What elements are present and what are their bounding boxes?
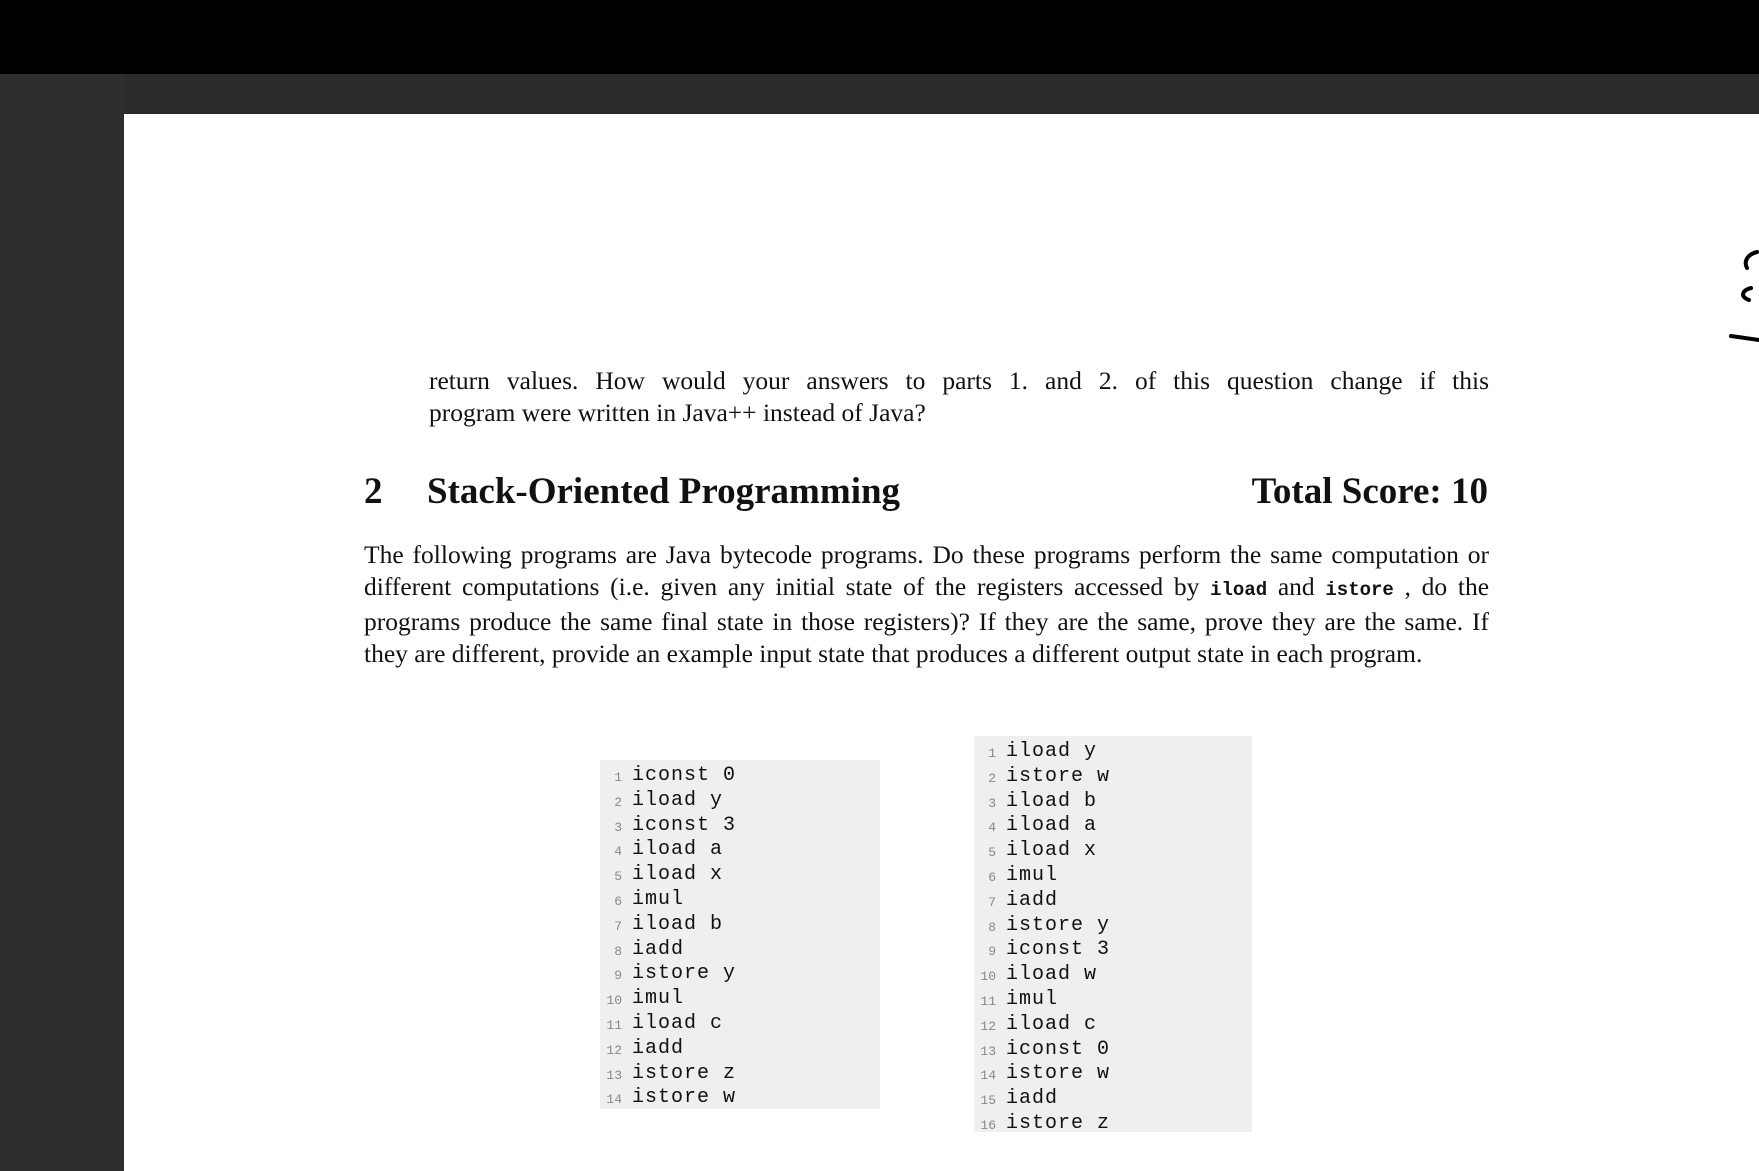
code-line: [600, 888, 870, 913]
line-number: 11: [980, 994, 996, 1009]
code-text: iload y: [632, 788, 724, 812]
code-text: iload y: [1006, 740, 1098, 763]
code-line: [600, 962, 870, 987]
code-text: iload x: [1006, 839, 1098, 863]
code-line: [974, 1112, 1244, 1137]
section-title: Stack-Oriented Programming: [427, 471, 901, 512]
code-line: [974, 1038, 1244, 1063]
code-line: [600, 938, 870, 963]
question-text-2: and: [1277, 572, 1315, 601]
line-number: 4: [614, 844, 622, 860]
code-line: [974, 938, 1244, 963]
total-score: Total Score: 10: [1251, 471, 1488, 512]
code-line: [974, 1062, 1244, 1087]
code-text: iload b: [632, 912, 724, 936]
code-text: iconst 3: [632, 813, 737, 837]
code-line: [600, 764, 870, 789]
line-number: 3: [988, 795, 996, 811]
viewer-top-bar: [0, 0, 1759, 74]
code-line: [600, 863, 870, 888]
line-number: 8: [988, 919, 996, 935]
code-text: iadd: [1006, 1087, 1059, 1111]
code-text: iload a: [632, 838, 724, 862]
line-number: 10: [980, 969, 996, 985]
code-line: [600, 1062, 870, 1087]
code-line: [974, 889, 1244, 914]
question-paragraph: [364, 539, 1489, 670]
code-text: iload b: [1006, 789, 1098, 813]
code-line: [974, 988, 1244, 1013]
line-number: 6: [614, 894, 622, 909]
code-line: [974, 864, 1244, 889]
question-text-1: The following programs are Java bytecode programs. Do these programs perform the same computation or different computations (i.e. given any initial state of the registers accessed by: [364, 540, 1489, 601]
line-number: 3: [614, 819, 622, 835]
code-text: iload c: [1006, 1012, 1098, 1036]
code-text: istore w: [1006, 1062, 1111, 1086]
line-number: 2: [988, 770, 996, 786]
code-line: [974, 765, 1244, 790]
code-text: imul: [632, 987, 685, 1011]
code-text: iconst 0: [632, 764, 737, 787]
code-text: iload x: [632, 863, 724, 887]
line-number: 8: [614, 943, 622, 959]
line-number: 14: [980, 1068, 996, 1084]
code-text: iadd: [1006, 888, 1059, 912]
intro-line-1: return values. How would your answers to parts 1. and 2. of this question change if this: [429, 366, 1489, 395]
line-number: 7: [614, 918, 622, 934]
code-line: [974, 963, 1244, 988]
code-text: iload c: [632, 1012, 724, 1035]
line-number: 9: [614, 968, 622, 984]
keyword-iload: iload: [1210, 579, 1268, 601]
code-line: [600, 1012, 870, 1037]
code-text: istore z: [1006, 1112, 1111, 1135]
code-line: [974, 1087, 1244, 1112]
code-line: [974, 914, 1244, 939]
line-number: 9: [988, 944, 996, 960]
code-line: [974, 740, 1244, 765]
code-text: istore w: [1006, 764, 1111, 788]
code-text: istore z: [632, 1061, 737, 1085]
code-text: iadd: [632, 937, 685, 961]
code-line: [600, 789, 870, 814]
line-number: 6: [988, 870, 996, 885]
code-text: imul: [1006, 864, 1059, 887]
question-text-3: , do the programs produce the same final state in those registers)? If they are the same, prove they are the same. If they are different, provide an example input state that produces a different output state in each program.: [364, 572, 1490, 668]
line-number: 5: [988, 845, 996, 861]
code-line: [600, 838, 870, 863]
line-number: 2: [614, 794, 622, 810]
code-text: iconst 3: [1006, 938, 1111, 962]
handwritten-mark: [1729, 244, 1759, 344]
line-number: 13: [980, 1043, 996, 1059]
code-line: [974, 1013, 1244, 1038]
code-text: imul: [1006, 988, 1059, 1011]
line-number: 15: [980, 1093, 996, 1109]
line-number: 1: [988, 746, 996, 761]
line-number: 14: [606, 1092, 622, 1108]
code-text: iload a: [1006, 814, 1098, 838]
line-number: 10: [606, 993, 622, 1009]
code-line: [974, 839, 1244, 864]
code-text: iconst 0: [1006, 1037, 1111, 1061]
viewer-side-margin: [0, 74, 124, 1171]
intro-line-2: program were written in Java++ instead of Java?: [429, 398, 926, 427]
code-text: iadd: [632, 1036, 685, 1060]
keyword-istore: istore: [1325, 579, 1394, 601]
code-line: [600, 1086, 870, 1111]
code-text: istore y: [632, 962, 737, 986]
code-line: [600, 814, 870, 839]
line-number: 5: [614, 869, 622, 885]
line-number: 16: [980, 1118, 996, 1133]
code-line: [974, 790, 1244, 815]
code-text: istore w: [632, 1086, 737, 1110]
line-number: 4: [988, 820, 996, 836]
code-line: [600, 1037, 870, 1062]
code-line: [974, 814, 1244, 839]
intro-paragraph: [429, 365, 1489, 429]
line-number: 7: [988, 894, 996, 910]
line-number: 12: [980, 1018, 996, 1034]
section-number: 2: [364, 471, 383, 512]
code-line: [600, 913, 870, 938]
line-number: 13: [606, 1067, 622, 1083]
code-text: istore y: [1006, 913, 1111, 937]
line-number: 12: [606, 1042, 622, 1058]
code-text: imul: [632, 888, 685, 911]
code-text: iload w: [1006, 963, 1098, 987]
line-number: 11: [606, 1018, 622, 1033]
code-line: [600, 987, 870, 1012]
line-number: 1: [614, 770, 622, 785]
